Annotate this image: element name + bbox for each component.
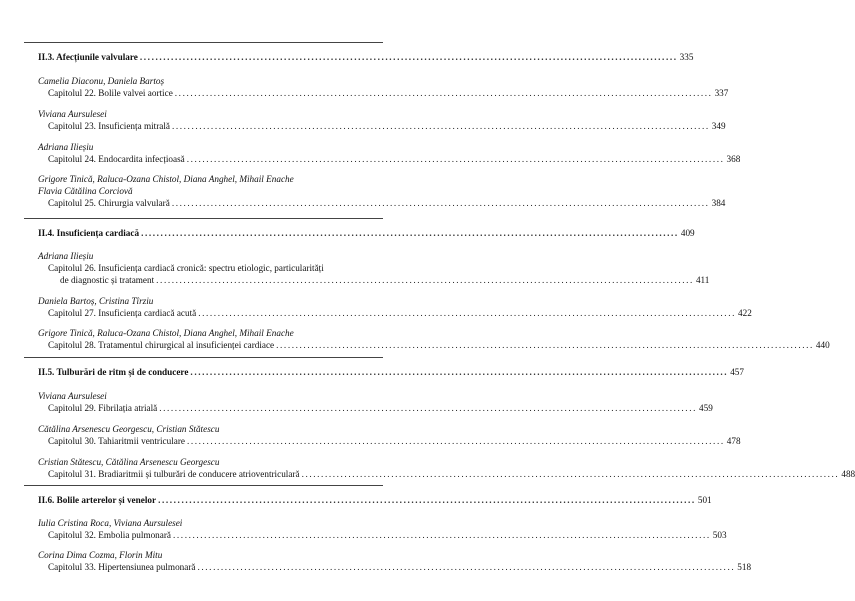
page-number: 368 bbox=[726, 154, 741, 164]
section-rule bbox=[24, 357, 383, 358]
toc-entry: de diagnostic și tratament .......................................................................................................................................... 411 bbox=[60, 275, 710, 285]
authors: Camelia Diaconu, Daniela Bartoș bbox=[38, 76, 165, 86]
toc-entry: Capitolul 32. Embolia pulmonară .......................................................................................................................................... 503 bbox=[48, 530, 727, 540]
authors: Cristian Stătescu, Cătălina Arsenescu Georgescu bbox=[38, 457, 220, 467]
page-number: 518 bbox=[737, 562, 752, 572]
page-number: 409 bbox=[680, 228, 695, 238]
toc-entry: Capitolul 25. Chirurgia valvulară .......................................................................................................................................... 384 bbox=[48, 198, 726, 208]
chapter-title: Capitolul 29. Fibrilația atrială bbox=[48, 403, 158, 413]
toc-entry: Capitolul 31. Bradiaritmii și tulburări de conducere atrioventriculară .......................................................................................................................................... 488 bbox=[48, 469, 855, 479]
section-rule bbox=[24, 42, 383, 43]
chapter-title: Capitolul 23. Insuficiența mitrală bbox=[48, 121, 170, 131]
page-number: 501 bbox=[697, 495, 712, 505]
page-number: 459 bbox=[699, 403, 713, 413]
toc-entry: Capitolul 28. Tratamentul chirurgical al insuficienței cardiace .......................................................................................................................................... 440 bbox=[48, 340, 830, 350]
chapter-title: Capitolul 30. Tahiaritmii ventriculare bbox=[48, 436, 185, 446]
section-heading: II.6. Bolile arterelor și venelor .......................................................................................................................................... 501 bbox=[38, 495, 712, 505]
section-title: II.3. Afecțiunile valvulare bbox=[38, 52, 138, 62]
toc-entry: Capitolul 24. Endocardita infecțioasă .......................................................................................................................................... 368 bbox=[48, 154, 741, 164]
chapter-title: Capitolul 28. Tratamentul chirurgical al insuficienței cardiace bbox=[48, 340, 275, 350]
chapter-title: Capitolul 26. Insuficiența cardiacă cronică: spectru etiologic, particularități bbox=[48, 263, 324, 273]
chapter-title: Capitolul 31. Bradiaritmii și tulburări de conducere atrioventriculară bbox=[48, 469, 300, 479]
authors: Adriana Ilieșiu bbox=[38, 142, 94, 152]
toc-entry: Capitolul 27. Insuficiența cardiacă acută .......................................................................................................................................... 422 bbox=[48, 308, 752, 318]
toc-entry: Capitolul 22. Bolile valvei aortice .......................................................................................................................................... 337 bbox=[48, 88, 729, 98]
authors: Corina Dima Cozma, Florin Mitu bbox=[38, 550, 163, 560]
section-heading: II.3. Afecțiunile valvulare .......................................................................................................................................... 335 bbox=[38, 52, 694, 62]
authors: Flavia Cătălina Corciovă bbox=[38, 186, 133, 196]
section-title: II.5. Tulburări de ritm și de conducere bbox=[38, 367, 189, 377]
page-number: 335 bbox=[679, 52, 694, 62]
authors: Iulia Cristina Roca, Viviana Aursulesei bbox=[38, 518, 183, 528]
page-number: 411 bbox=[695, 275, 710, 285]
chapter-title: de diagnostic și tratament bbox=[60, 275, 155, 285]
toc-entry: Capitolul 30. Tahiaritmii ventriculare .......................................................................................................................................... 478 bbox=[48, 436, 741, 446]
authors: Adriana Ilieșiu bbox=[38, 251, 94, 261]
page-number: 440 bbox=[815, 340, 830, 350]
toc-entry: Capitolul 23. Insuficiența mitrală .......................................................................................................................................... 349 bbox=[48, 121, 726, 131]
page-number: 337 bbox=[714, 88, 729, 98]
section-rule bbox=[24, 485, 383, 486]
authors: Daniela Bartoș, Cristina Tîrziu bbox=[38, 296, 154, 306]
toc-entry: Capitolul 33. Hipertensiunea pulmonară .......................................................................................................................................... 518 bbox=[48, 562, 752, 572]
chapter-title: Capitolul 25. Chirurgia valvulară bbox=[48, 198, 170, 208]
page-number: 503 bbox=[712, 530, 727, 540]
chapter-title: Capitolul 22. Bolile valvei aortice bbox=[48, 88, 173, 98]
section-title: II.4. Insuficiența cardiacă bbox=[38, 228, 140, 238]
page-number: 478 bbox=[726, 436, 741, 446]
page-number: 349 bbox=[711, 121, 726, 131]
section-title: II.6. Bolile arterelor și venelor bbox=[38, 495, 157, 505]
page-number: 488 bbox=[841, 469, 855, 479]
page-number: 422 bbox=[738, 308, 752, 318]
chapter-title: Capitolul 33. Hipertensiunea pulmonară bbox=[48, 562, 196, 572]
page-number: 384 bbox=[711, 198, 726, 208]
authors: Viviana Aursulesei bbox=[38, 391, 107, 401]
section-heading: II.4. Insuficiența cardiacă .......................................................................................................................................... 409 bbox=[38, 228, 695, 238]
authors: Grigore Tinică, Raluca-Ozana Chistol, Diana Anghel, Mihail Enache bbox=[38, 174, 294, 184]
chapter-title: Capitolul 32. Embolia pulmonară bbox=[48, 530, 171, 540]
chapter-title: Capitolul 24. Endocardita infecțioasă bbox=[48, 154, 185, 164]
section-heading: II.5. Tulburări de ritm și de conducere .......................................................................................................................................... 457 bbox=[38, 367, 744, 377]
authors: Cătălina Arsenescu Georgescu, Cristian Stătescu bbox=[38, 424, 220, 434]
chapter-title: Capitolul 27. Insuficiența cardiacă acută bbox=[48, 308, 197, 318]
section-rule bbox=[24, 218, 383, 219]
page-number: 457 bbox=[730, 367, 744, 377]
authors: Grigore Tinică, Raluca-Ozana Chistol, Diana Anghel, Mihail Enache bbox=[38, 328, 294, 338]
toc-entry: Capitolul 29. Fibrilația atrială .......................................................................................................................................... 459 bbox=[48, 403, 713, 413]
authors: Viviana Aursulesei bbox=[38, 109, 107, 119]
